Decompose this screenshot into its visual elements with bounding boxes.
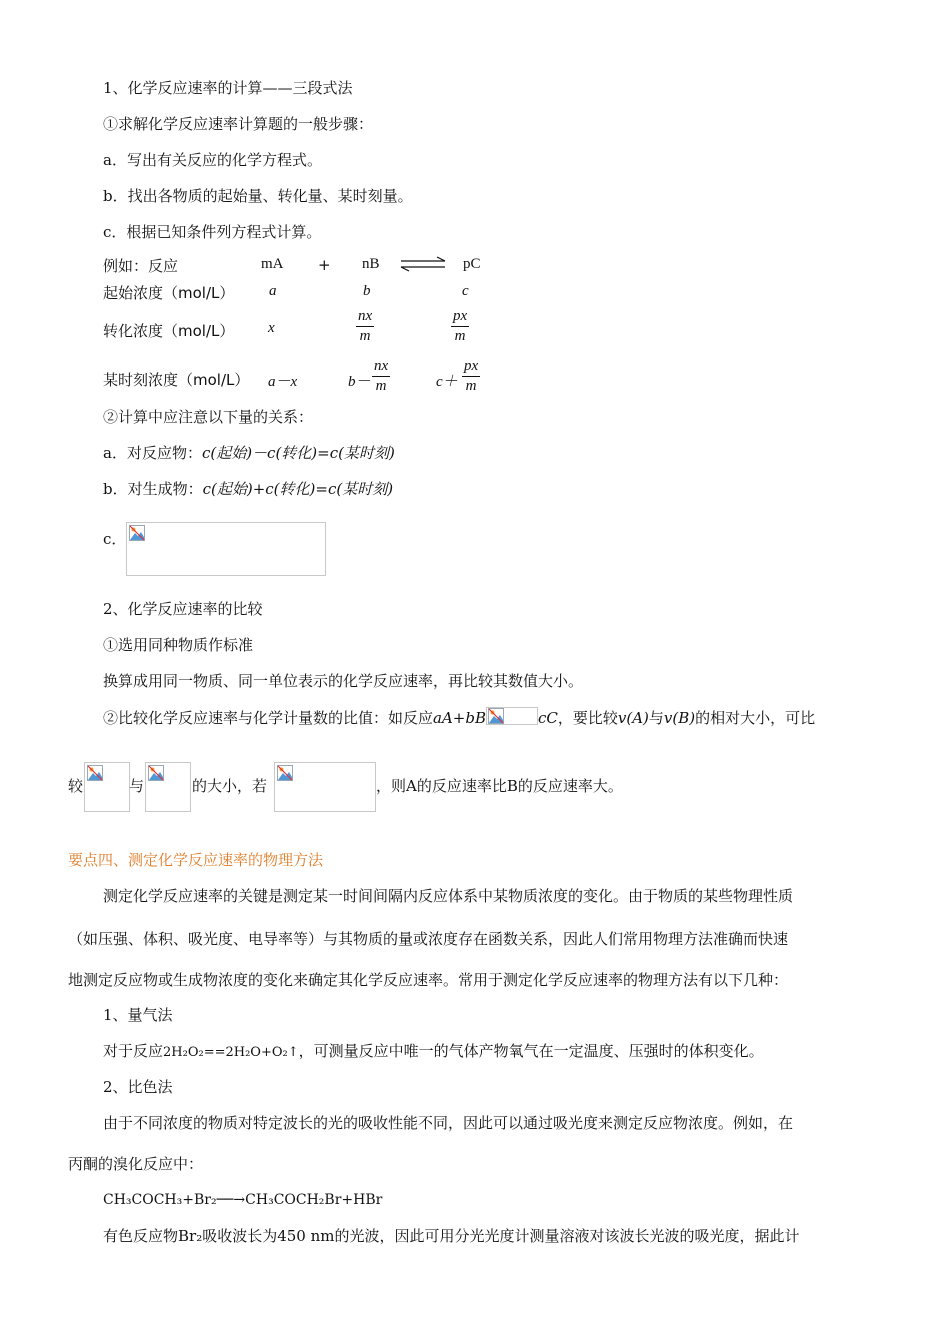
- compare-line2-d: ，则A的反应速率比B的反应速率大。: [376, 777, 623, 795]
- product-pC: pC: [463, 256, 481, 272]
- fraction-nx-m: [356, 308, 374, 345]
- method-gas-volume-post: ，可测量反应中唯一的气体产物氧气在一定温度、压强时的体积变化。: [298, 1042, 764, 1060]
- equilibrium-arrow-icon: [399, 256, 449, 272]
- fraction-numerator: px: [451, 308, 469, 327]
- missing-inequality-image: [274, 762, 376, 812]
- colorimetry-p1: 由于不同浓度的物质对特定波长的光的吸收性能不同，因此可以通过吸光度来测定反应物浓度。例如，在: [103, 1114, 794, 1132]
- equation-rhs: cC: [537, 709, 558, 727]
- moment-a: a－x: [268, 374, 298, 390]
- compare-line2-b: 与: [129, 777, 145, 795]
- missing-ratio-image-a: [84, 762, 130, 812]
- example-label: 例如：反应: [103, 257, 179, 275]
- start-a: a: [269, 283, 277, 299]
- moment-b: b－: [348, 374, 371, 390]
- start-b: b: [363, 283, 371, 299]
- compare-title: 2、化学反应速率的比较: [103, 600, 263, 618]
- compare-head2-post: ，要比较: [557, 709, 618, 727]
- relation-a-formula: c(起始)－c(转化)=c(某时刻): [201, 444, 395, 462]
- compare-line2-c: 的大小，若: [192, 777, 268, 795]
- missing-arrow-image: [486, 707, 538, 725]
- compare-head1: ①选用同种物质作标准: [103, 636, 254, 654]
- step-c: c．根据已知条件列方程式计算。: [103, 223, 322, 241]
- compare-head2-end: 的相对大小，可比: [695, 709, 816, 727]
- colorimetry-p3: 有色反应物Br₂吸收波长为450 nm的光波，因此可用分光光度计测量溶液对该波长光波的吸光度，据此计: [103, 1227, 800, 1245]
- compare-head2-pre: ②比较化学反应速率与化学计量数的比值：如反应: [103, 709, 434, 727]
- section-title-calc: 1、化学反应速率的计算——三段式法: [103, 79, 353, 97]
- fraction-denominator: m: [359, 328, 371, 344]
- compare-line1: 换算成用同一物质、同一单位表示的化学反应速率，再比较其数值大小。: [103, 672, 584, 690]
- missing-ratio-image-b: [145, 762, 191, 812]
- row-moment-label: 某时刻浓度（mol/L）: [103, 371, 250, 389]
- fraction-nx-m: [372, 358, 390, 395]
- relation-b-label: b．对生成物：: [103, 480, 203, 498]
- physical-methods-p1: 测定化学反应速率的关键是测定某一时间间隔内反应体系中某物质浓度的变化。由于物质的某些物理性质: [103, 887, 794, 905]
- broken-image-icon: [129, 525, 145, 541]
- reactant-nB: nB: [362, 256, 380, 272]
- fraction-denominator: m: [465, 378, 477, 394]
- method-gas-volume-text: [103, 1041, 764, 1063]
- start-c: c: [462, 283, 469, 299]
- broken-image-icon: [277, 765, 293, 781]
- relation-c-label: c．: [103, 530, 127, 548]
- physical-methods-p2: （如压强、体积、吸光度、电导率等）与其物质的量或浓度存在函数关系，因此人们常用物理方法准确而快速: [68, 930, 789, 948]
- method-colorimetry-title: 2、比色法: [103, 1078, 173, 1096]
- equation-bromination: CH₃COCH₃+Br₂──→CH₃COCH₂Br+HBr: [103, 1192, 383, 1208]
- row-change-label: 转化浓度（mol/L）: [103, 322, 235, 340]
- compare-line2-a: 较: [68, 777, 84, 795]
- fraction-numerator: nx: [356, 308, 374, 327]
- colorimetry-p2: 丙酮的溴化反应中：: [68, 1155, 204, 1173]
- steps-heading: ①求解化学反应速率计算题的一般步骤：: [103, 115, 374, 133]
- fraction-denominator: m: [454, 328, 466, 344]
- word-and: 与: [648, 709, 664, 727]
- point-four-heading: 要点四、测定化学反应速率的物理方法: [68, 851, 324, 869]
- change-x: x: [268, 320, 275, 336]
- step-b: b．找出各物质的起始量、转化量、某时刻量。: [103, 187, 413, 205]
- fraction-numerator: px: [462, 358, 480, 377]
- broken-image-icon: [87, 765, 103, 781]
- relation-a-label: a．对反应物：: [103, 444, 202, 462]
- three-stage-table: [0, 0, 950, 410]
- moment-c: c＋: [436, 374, 458, 390]
- missing-formula-image: [126, 522, 326, 576]
- method-gas-volume-pre: 对于反应: [103, 1042, 164, 1060]
- fraction-px-m: [462, 358, 480, 395]
- fraction-numerator: nx: [372, 358, 390, 377]
- equation-h2o2: 2H₂O₂==2H₂O+O₂↑: [163, 1045, 299, 1060]
- equation-lhs: aA+bB: [433, 709, 486, 727]
- broken-image-icon: [488, 708, 504, 724]
- broken-image-icon: [148, 765, 164, 781]
- relation-b: [103, 479, 393, 499]
- compare-head2: [103, 707, 815, 728]
- rate-vB: v(B): [663, 709, 696, 727]
- row-start-label: 起始浓度（mol/L）: [103, 284, 235, 302]
- fraction-px-m: [451, 308, 469, 345]
- relation-a: [103, 443, 395, 463]
- physical-methods-p3: 地测定反应物或生成物浓度的变化来确定其化学反应速率。常用于测定化学反应速率的物理方法有以下几种：: [68, 971, 789, 989]
- fraction-denominator: m: [375, 378, 387, 394]
- method-gas-volume-title: 1、量气法: [103, 1006, 173, 1024]
- relation-heading: ②计算中应注意以下量的关系：: [103, 408, 314, 426]
- plus-sign: +: [318, 256, 331, 274]
- rate-vA: v(A): [617, 709, 649, 727]
- relation-b-formula: c(起始)+c(转化)=c(某时刻): [202, 480, 394, 498]
- step-a: a．写出有关反应的化学方程式。: [103, 151, 322, 169]
- reactant-mA: mA: [261, 256, 284, 272]
